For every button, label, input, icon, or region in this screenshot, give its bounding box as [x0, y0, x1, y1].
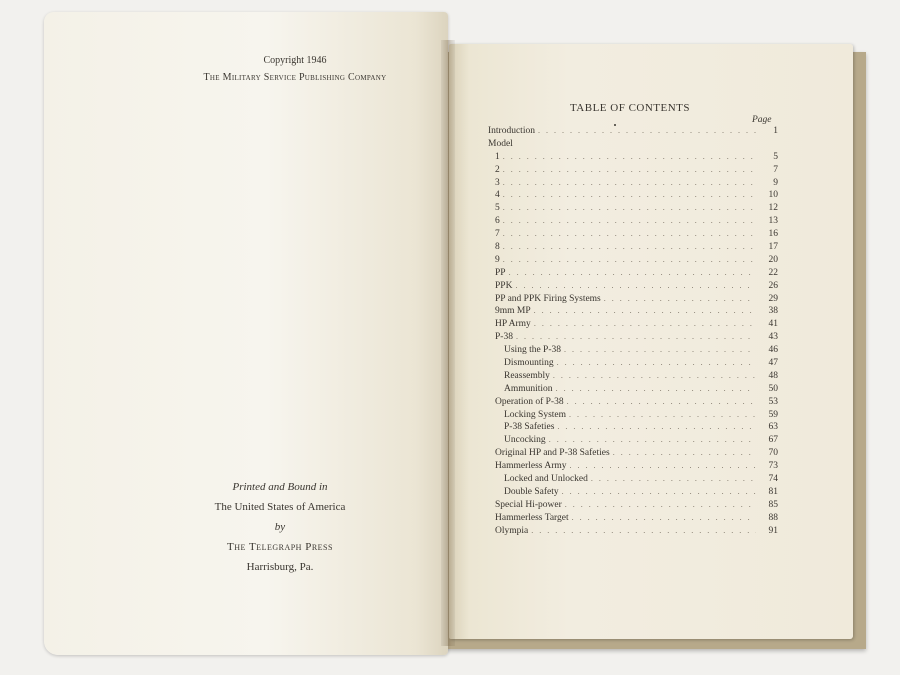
- toc-title: TABLE OF CONTENTS: [569, 102, 691, 114]
- toc-entry-page: 91: [768, 525, 778, 536]
- toc-entry-label: 8: [495, 242, 500, 253]
- toc-leader-dots: [557, 421, 756, 434]
- toc-leader-dots: [503, 202, 756, 215]
- toc-entry: [488, 396, 778, 409]
- toc-leader-dots: [572, 512, 756, 525]
- publisher-line: The Military Service Publishing Company: [203, 72, 387, 83]
- toc-entry: [488, 189, 778, 202]
- toc-list: [488, 125, 778, 538]
- toc-entry-page: 9: [773, 177, 778, 188]
- toc-entry-page: 59: [768, 409, 778, 420]
- toc-entry: [488, 447, 778, 460]
- toc-entry-label: Olympia: [495, 525, 529, 536]
- toc-entry-page: 5: [773, 151, 778, 162]
- toc-entry: [488, 138, 778, 151]
- toc-entry-page: 26: [768, 280, 778, 291]
- toc-leader-dots: [503, 177, 756, 190]
- toc-entry-label: Locking System: [504, 409, 567, 420]
- toc-leader-dots: [503, 228, 756, 241]
- toc-entry: [488, 215, 778, 228]
- toc-entry-page: 7: [773, 164, 778, 175]
- toc-leader-dots: [516, 331, 756, 344]
- toc-leader-dots: [503, 241, 756, 254]
- toc-entry-page: 29: [768, 293, 778, 304]
- toc-entry: [488, 331, 778, 344]
- toc-entry-page: 10: [768, 190, 778, 201]
- toc-entry: [488, 125, 778, 138]
- toc-leader-dots: [553, 370, 756, 383]
- toc-entry-page: 13: [768, 216, 778, 227]
- toc-entry: [488, 499, 778, 512]
- toc-entry-label: 7: [495, 229, 500, 240]
- toc-entry: [488, 383, 778, 396]
- toc-entry: [488, 344, 778, 357]
- toc-entry: [488, 357, 778, 370]
- printed-bound-line: Printed and Bound in: [232, 481, 328, 493]
- toc-entry-label: Ammunition: [504, 383, 553, 394]
- copyright-block: [150, 52, 440, 86]
- toc-leader-dots: [503, 151, 756, 164]
- toc-leader-dots: [531, 525, 756, 538]
- toc-entry-page: 73: [768, 461, 778, 472]
- toc-entry-page: 74: [768, 474, 778, 485]
- toc-entry-label: P-38 Safeties: [504, 422, 555, 433]
- toc-leader-dots: [503, 164, 756, 177]
- toc-entry: [488, 254, 778, 267]
- toc-leader-dots: [562, 486, 756, 499]
- toc-entry: [488, 473, 778, 486]
- toc-entry-page: 41: [768, 319, 778, 330]
- toc-entry-label: Uncocking: [504, 435, 546, 446]
- toc-entry-label: 6: [495, 216, 500, 227]
- toc-entry-label: 2: [495, 164, 500, 175]
- toc-leader-dots: [567, 396, 756, 409]
- toc-entry: [488, 228, 778, 241]
- toc-entry-label: Special Hi-power: [495, 499, 562, 510]
- toc-leader-dots: [503, 254, 756, 267]
- toc-entry-label: Model: [488, 138, 513, 149]
- toc-entry: [488, 409, 778, 422]
- toc-entry-page: 22: [768, 267, 778, 278]
- toc-entry-label: Dismounting: [504, 358, 554, 369]
- toc-entry: [488, 151, 778, 164]
- toc-leader-dots: [565, 499, 756, 512]
- toc-entry-page: 46: [768, 345, 778, 356]
- toc-entry-label: Hammerless Target: [495, 512, 569, 523]
- toc-entry-label: 3: [495, 177, 500, 188]
- toc-leader-dots: [515, 280, 756, 293]
- toc-entry-page: 47: [768, 358, 778, 369]
- toc-entry: [488, 280, 778, 293]
- country-line: The United States of America: [214, 501, 346, 513]
- toc-entry-label: Using the P-38: [504, 345, 561, 356]
- toc-entry-page: 85: [768, 499, 778, 510]
- toc-entry-page: 81: [768, 486, 778, 497]
- toc-entry: [488, 202, 778, 215]
- toc-page-heading: Page: [752, 115, 772, 125]
- toc-leader-dots: [569, 409, 756, 422]
- by-line: by: [274, 521, 286, 533]
- imprint-block: [190, 477, 370, 577]
- toc-entry-page: 17: [768, 242, 778, 253]
- toc-leader-dots: [503, 215, 756, 228]
- toc-entry-label: 4: [495, 190, 500, 201]
- toc-entry-page: 38: [768, 306, 778, 317]
- toc-leader-dots: [538, 125, 756, 138]
- toc-entry: [488, 486, 778, 499]
- toc-entry-page: 48: [768, 370, 778, 381]
- toc-entry-label: Original HP and P-38 Safeties: [495, 448, 610, 459]
- city-line: Harrisburg, Pa.: [246, 561, 314, 573]
- toc-leader-dots: [591, 473, 756, 486]
- toc-leader-dots: [549, 434, 756, 447]
- toc-entry: [488, 241, 778, 254]
- toc-entry: [488, 293, 778, 306]
- toc-entry-label: 1: [495, 151, 500, 162]
- toc-entry-label: PPK: [495, 280, 513, 291]
- toc-entry-page: 53: [768, 396, 778, 407]
- toc-leader-dots: [509, 267, 756, 280]
- toc-entry: [488, 267, 778, 280]
- toc-entry: [488, 164, 778, 177]
- toc-leader-dots: [564, 344, 756, 357]
- toc-entry-page: 16: [768, 229, 778, 240]
- toc-entry-page: 67: [768, 435, 778, 446]
- toc-entry-page: 88: [768, 512, 778, 523]
- toc-entry: [488, 318, 778, 331]
- toc-entry-label: HP Army: [495, 319, 531, 330]
- toc-leader-dots: [534, 318, 756, 331]
- toc-entry: [488, 370, 778, 383]
- toc-leader-dots: [604, 293, 756, 306]
- toc-entry-label: 9mm MP: [495, 306, 531, 317]
- toc-entry-label: Operation of P-38: [495, 396, 564, 407]
- toc-entry: [488, 512, 778, 525]
- toc-leader-dots: [557, 357, 756, 370]
- toc-entry-label: 9: [495, 254, 500, 265]
- toc-leader-dots: [556, 383, 756, 396]
- toc-entry-page: 43: [768, 332, 778, 343]
- toc-leader-dots: [534, 305, 756, 318]
- toc-entry-page: 70: [768, 448, 778, 459]
- toc-entry: [488, 434, 778, 447]
- toc-entry-label: P-38: [495, 332, 513, 343]
- toc-entry-label: Locked and Unlocked: [504, 474, 588, 485]
- toc-entry-page: 12: [768, 203, 778, 214]
- toc-entry: [488, 525, 778, 538]
- toc-entry-label: Double Safety: [504, 486, 559, 497]
- toc-entry-label: PP: [495, 267, 506, 278]
- toc-leader-dots: [613, 447, 756, 460]
- toc-entry-label: Reassembly: [504, 370, 550, 381]
- toc-entry-page: 50: [768, 383, 778, 394]
- toc-leader-dots: [503, 189, 756, 202]
- toc-entry-label: PP and PPK Firing Systems: [495, 293, 601, 304]
- toc-entry-page: 63: [768, 422, 778, 433]
- printer-line: The Telegraph Press: [227, 541, 333, 553]
- toc-leader-dots: [570, 460, 756, 473]
- toc-entry-label: Hammerless Army: [495, 461, 567, 472]
- book-gutter: [441, 40, 455, 646]
- toc-entry-page: 20: [768, 254, 778, 265]
- toc-entry: [488, 305, 778, 318]
- toc-entry: [488, 421, 778, 434]
- toc-entry: [488, 177, 778, 190]
- toc-entry-page: 1: [773, 126, 778, 136]
- toc-entry: [488, 460, 778, 473]
- toc-entry-label: Introduction: [488, 126, 535, 136]
- copyright-line: Copyright 1946: [263, 55, 327, 66]
- toc-entry-label: 5: [495, 203, 500, 214]
